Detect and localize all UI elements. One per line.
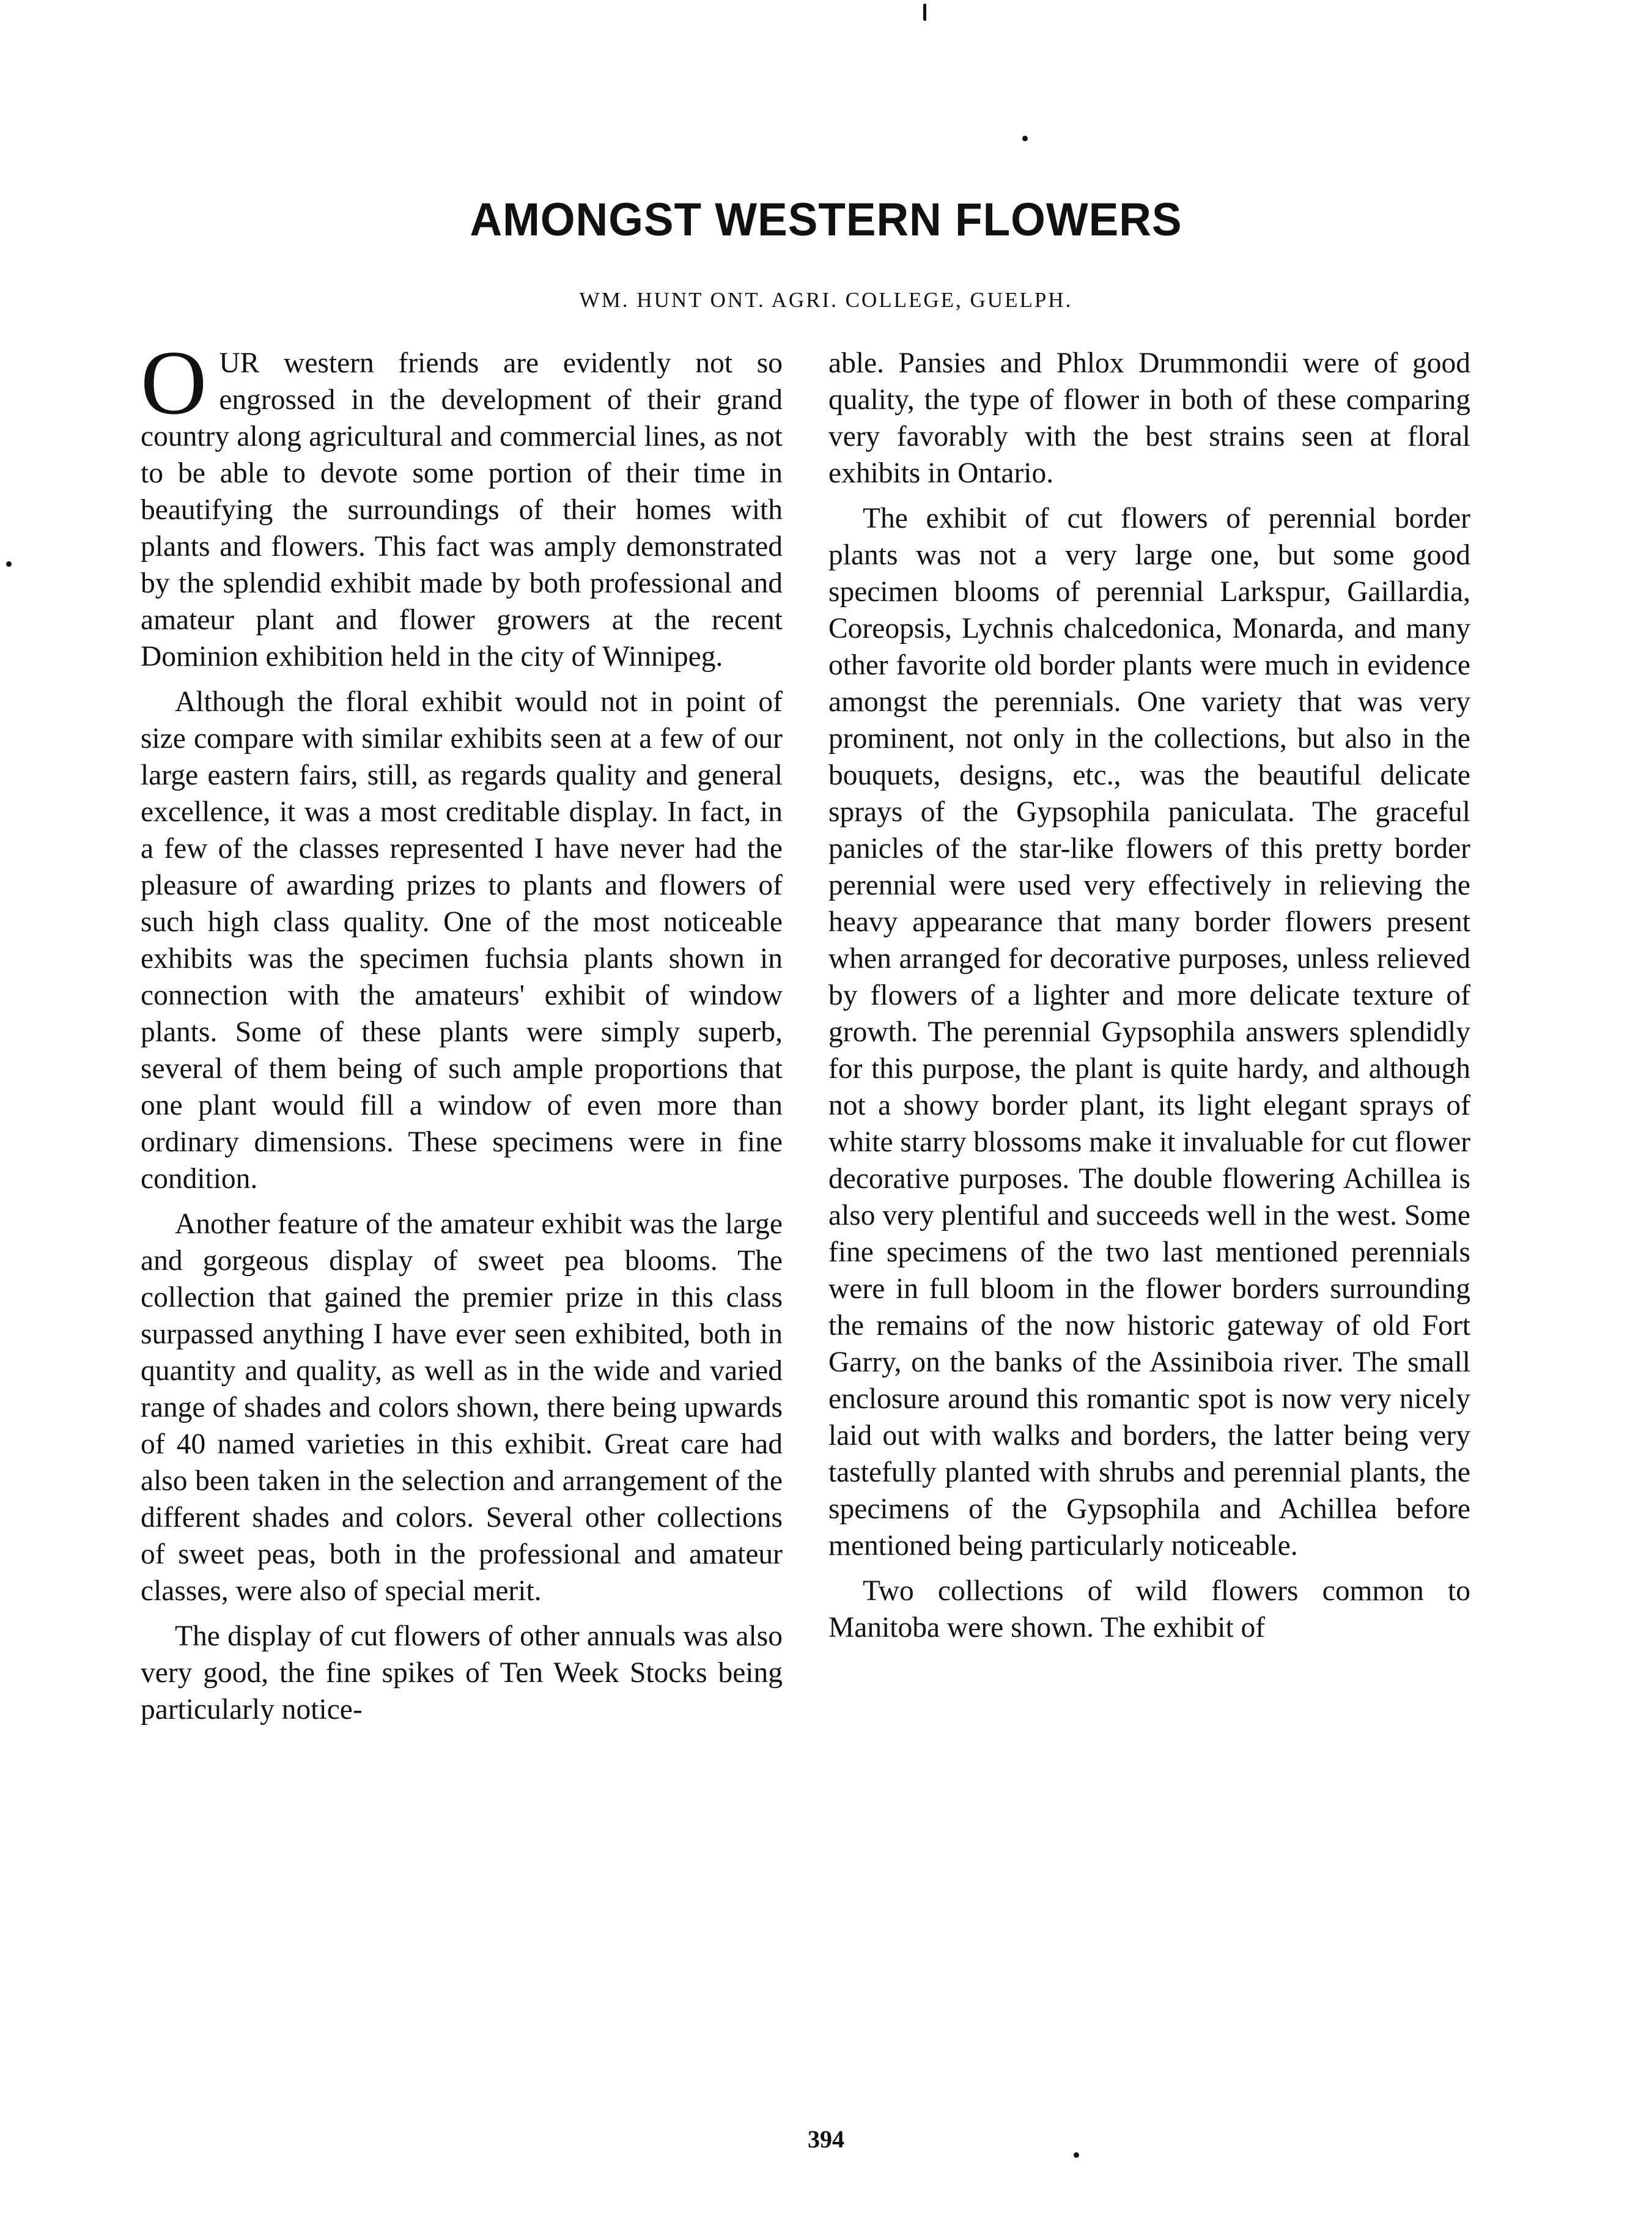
drop-cap: O — [141, 332, 207, 434]
paragraph-5: able. Pansies and Phlox Drummondii were of good quality, the type of flower in both of these comparing very favorably with the best strains seen at floral exhibits in Ontario. — [828, 347, 1470, 489]
right-column — [828, 345, 1470, 1655]
paragraph-2: Although the floral exhibit would not in point of size compare with similar exhibits seen at a few of our large eastern fairs, still, as regards quality and general excellence, it was a most creditable display. In fact, in a few of the classes represented I have never had the pleasure of awarding prizes to plants and flowers of such high class quality. One of the most noticeable exhibits was the specimen fuchsia plants shown in connection with the amateurs' exhibit of window plants. Some of these plants were simply superb, several of them being of such ample proportions that one plant would fill a window of even more than ordinary dimensions. These specimens were in fine condition. — [141, 686, 783, 1195]
paragraph-4: The display of cut flowers of other annuals was also very good, the fine spikes of Ten Week Stocks being particularly notice- — [141, 1620, 783, 1726]
paragraph-6: The exhibit of cut flowers of perennial border plants was not a very large one, but some good specimen blooms of perennial Larkspur, Gaillardia, Coreopsis, Lychnis chalcedonica, Monarda, and many other favorite old border plants were much in evidence amongst the perennials. One variety that was very prominent, not only in the collections, but also in the bouquets, designs, etc., was the beautiful delicate sprays of the Gypsophila paniculata. The graceful panicles of the star-like flowers of this pretty border perennial were used very effectively in relieving the heavy appearance that many border flowers present when arranged for decorative purposes, unless relieved by flowers of a lighter and more delicate texture of growth. The perennial Gypsophila answers splendidly for this purpose, the plant is quite hardy, and although not a showy border plant, its light elegant sprays of white starry blossoms make it invaluable for cut flower decorative purposes. The double flowering Achillea is also very plentiful and succeeds well in the west. Some fine specimens of the two last mentioned perennials were in full bloom in the flower borders surrounding the remains of the now historic gateway of old Fort Garry, on the banks of the Assiniboia river. The small enclosure around this romantic spot is now very nicely laid out with walks and borders, the latter being very tastefully planted with shrubs and perennial plants, the specimens of the Gypsophila and Achillea before mentioned being particularly noticeable. — [828, 503, 1471, 1562]
paragraph-7: Two collections of wild flowers common to Manitoba were shown. The exhibit of — [828, 1575, 1470, 1644]
print-speck — [923, 4, 926, 21]
paragraph-3: Another feature of the amateur exhibit was the large and gorgeous display of sweet pea blooms. The collection that gained the premier prize in this class surpassed anything I have ever seen exhibited, both in quantity and quality, as well as in the wide and varied range of shades and colors shown, there being upwards of 40 named varieties in this exhibit. Great care had also been taken in the selection and arrangement of the different shades and colors. Several other collections of sweet peas, both in the professional and amateur classes, were also of special merit. — [141, 1208, 783, 1607]
left-column — [141, 332, 783, 1737]
page-number: 394 — [808, 2125, 844, 2153]
print-speck — [6, 561, 12, 567]
paragraph-1 — [141, 332, 783, 675]
article-title: AMONGST WESTERN FLOWERS — [470, 194, 1182, 246]
paragraph-1-text: UR western friends are evidently not so engrossed in the development of their grand country along agricultural and commercial lines, as not to be able to devote some portion of their time in beautifying the surroundings of their homes with plants and flowers. This fact was amply demonstrated by the splendid exhibit made by both professional and amateur plant and flower growers at the recent Dominion exhibition held in the city of Winnipeg. — [141, 347, 783, 673]
article-byline: WM. HUNT ONT. AGRI. COLLEGE, GUELPH. — [579, 288, 1073, 312]
print-speck — [1022, 136, 1028, 141]
